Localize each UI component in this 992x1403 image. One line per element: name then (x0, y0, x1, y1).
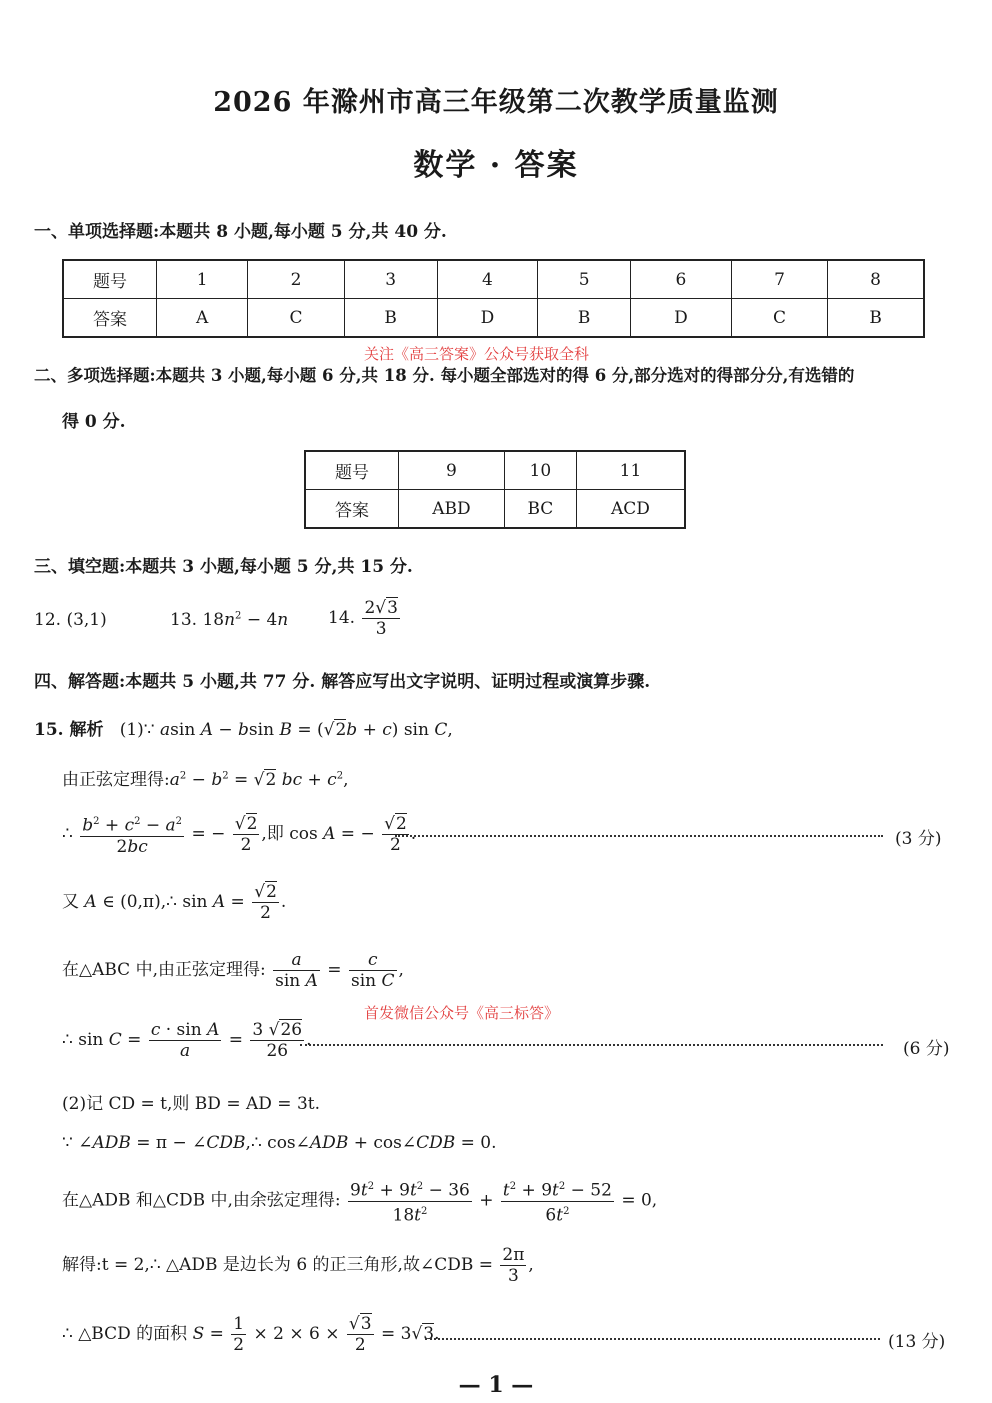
table-cell: 2 (248, 260, 344, 299)
also-text: 又 (62, 892, 79, 912)
section-3-heading: 三、填空题:本题共 3 小题,每小题 5 分,共 15 分. (34, 557, 413, 577)
table-cell: ACD (576, 490, 685, 529)
q15-line-8: ∵ ∠ADB = π − ∠CDB,∴ cos∠ADB + cos∠CDB = 0. (62, 1133, 497, 1153)
watermark-text: 关注《高三答案》公众号获取全科 (364, 345, 590, 363)
section-1-heading: 一、单项选择题:本题共 8 小题,每小题 5 分,共 40 分. (34, 222, 447, 242)
table-cell: ABD (399, 490, 505, 529)
q15-line-4: 又 A ∈ (0,π),∴ sin A = $\frac{√2}{2}$ . (62, 882, 287, 923)
section-2-heading: 二、多项选择题:本题共 3 小题,每小题 6 分,共 18 分. 每小题全部选对的得 6 分,部分选对的得部分分,有选错的 (34, 366, 855, 385)
table-cell: B (538, 299, 631, 338)
table-cell: B (344, 299, 437, 338)
table-cell: A (157, 299, 248, 338)
answer-14: 14. $\frac{2√3}{3}$ (328, 598, 398, 639)
q15-line-1: 15. 解析 (1)∵ asin A − bsin B = (√2b + c) sin C, (34, 720, 453, 740)
table-row (305, 451, 685, 490)
table-header-cell: 答案 (305, 490, 399, 529)
law-of-sines-text: 由正弦定理得: (62, 770, 170, 790)
table-cell: C (248, 299, 344, 338)
table-header-cell: 题号 (63, 260, 157, 299)
page-subtitle: 数学 · 答案 (413, 148, 579, 183)
table-row (63, 299, 924, 338)
answer-12: 12. (3,1) (34, 610, 107, 630)
section-2-heading-cont: 得 0 分. (62, 412, 126, 432)
table-cell: B (828, 299, 924, 338)
table-cell: D (631, 299, 732, 338)
table-cell: 4 (437, 260, 538, 299)
points-3: (3 分) (895, 829, 942, 849)
table-cell: 10 (504, 451, 576, 490)
area-text: ∴ △BCD 的面积 (62, 1324, 188, 1344)
q15-line-10: 解得:t = 2,∴ △ADB 是边长为 6 的正三角形,故∠CDB = $\frac{2\pi}{3}$ , (62, 1245, 534, 1286)
answer-table-multi (304, 450, 686, 529)
q15-label: 15. 解析 (34, 720, 104, 740)
table-header-cell: 答案 (63, 299, 157, 338)
q15-line-2: 由正弦定理得$:a^2 - b^2 = √2$ bc + $c^2$, (62, 770, 349, 790)
table-cell: 3 (344, 260, 437, 299)
table-row (63, 260, 924, 299)
table-row (305, 490, 685, 529)
triangle-abc-text: 在△ABC 中,由正弦定理得: (62, 960, 266, 980)
section-4-heading: 四、解答题:本题共 5 小题,共 77 分. 解答应写出文字说明、证明过程或演算步骤. (34, 672, 651, 692)
table-cell: 11 (576, 451, 685, 490)
dotted-leader (395, 835, 883, 837)
law-of-cosines-text: 在△ADB 和△CDB 中,由余弦定理得: (62, 1190, 341, 1211)
answer-13: 13. $18n^2 - 4n$ (170, 610, 289, 630)
points-13: (13 分) (888, 1332, 946, 1352)
table-cell: C (731, 299, 827, 338)
answer-14-label: 14. (328, 608, 356, 628)
table-cell: BC (504, 490, 576, 529)
part-1-label: (1)∵ (119, 720, 155, 740)
table-cell: 7 (731, 260, 827, 299)
table-header-cell: 题号 (305, 451, 399, 490)
q15-line-9: 在△ADB 和△CDB 中,由余弦定理得: $\frac{9t^2 + 9t^2 - 36}{18t^2}$ + $\frac{t^2 + 9t^2 - 52}{6t^2}$ = 0, (62, 1177, 657, 1225)
solve-text: 解得:t = 2,∴ △ADB 是边长为 6 的正三角形,故∠CDB = (62, 1255, 493, 1275)
table-cell: 5 (538, 260, 631, 299)
watermark-text: 首发微信公众号《高三标答》 (364, 1004, 560, 1022)
table-cell: 6 (631, 260, 732, 299)
q15-line-6: ∴ sin C = $\frac{\text{c · sin A}}{a}$ = $\frac{3 √26}{26}$ . (62, 1020, 312, 1061)
points-6: (6 分) (903, 1039, 950, 1059)
table-cell: 9 (399, 451, 505, 490)
answer-table-single (62, 259, 925, 338)
dotted-leader (425, 1338, 880, 1340)
dotted-leader (300, 1044, 883, 1046)
answer-13-label: 13. (170, 610, 198, 630)
q15-line-11: ∴ △BCD 的面积 S = $\frac{1}{2}$ × 2 × 6 × $\frac{√3}{2}$ = 3√3. (62, 1314, 440, 1355)
table-cell: 8 (828, 260, 924, 299)
page-number: — 1 — (458, 1372, 534, 1398)
q15-line-5: 在△ABC 中,由正弦定理得: $\frac{a}{\text{sin A}}$ = $\frac{c}{\text{sin C}}$ , (62, 950, 404, 991)
page-title: 2026 年滁州市高三年级第二次教学质量监测 (213, 87, 779, 118)
q15-line-7: (2)记 CD = t,则 BD = AD = 3t. (62, 1094, 320, 1114)
table-cell: D (437, 299, 538, 338)
q15-line-3: ∴ $\frac{b^2 + c^2 - a^2}{2bc}$ = − $\frac{√2}{2}$ ,即 cos A = − $\frac{√2}{2}$ . (62, 813, 417, 857)
table-cell: 1 (157, 260, 248, 299)
